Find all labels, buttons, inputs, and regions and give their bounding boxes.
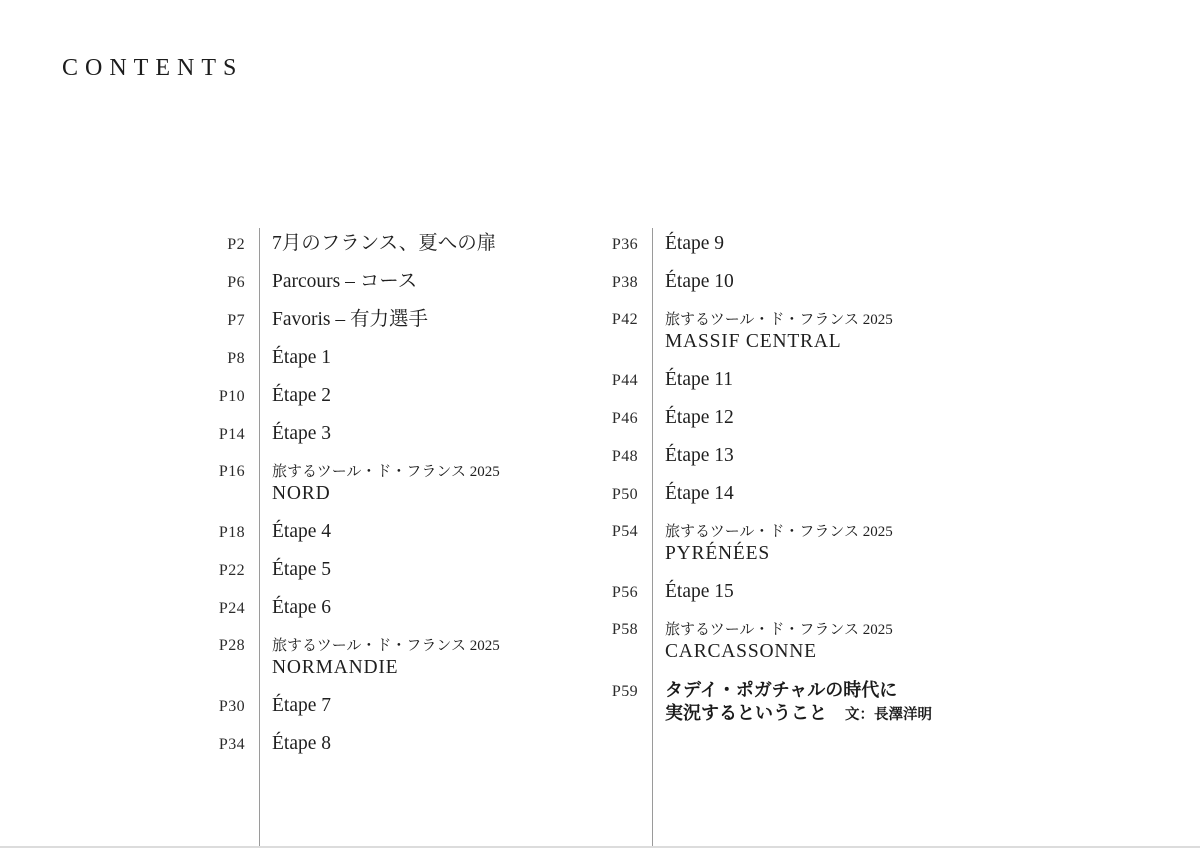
toc-entry	[586, 369, 990, 392]
toc-page-number: P38	[611, 274, 638, 291]
toc-page-number: P56	[611, 584, 638, 601]
column-divider-line	[259, 228, 260, 848]
toc-entry-title: Étape 13	[665, 445, 734, 466]
toc-section-title: MASSIF CENTRAL	[665, 331, 842, 352]
toc-section-kicker: 旅するツール・ド・フランス 2025	[272, 638, 500, 654]
toc-page-number: P10	[218, 388, 245, 405]
column-divider-line	[652, 228, 653, 848]
toc-entry-title: Étape 4	[272, 521, 332, 542]
toc-section-title: PYRÉNÉES	[665, 543, 770, 564]
toc-entry	[193, 347, 593, 370]
toc-entry-title: Étape 14	[665, 483, 734, 504]
toc-page-number: P28	[218, 637, 245, 654]
toc-entry	[193, 271, 593, 294]
toc-entry	[586, 483, 990, 506]
toc-page-number: P7	[227, 312, 245, 329]
toc-section-kicker: 旅するツール・ド・フランス 2025	[272, 464, 500, 480]
toc-entry-section	[586, 309, 990, 354]
toc-page-number: P59	[611, 683, 638, 700]
toc-section-kicker: 旅するツール・ド・フランス 2025	[665, 524, 893, 540]
toc-page-number: P42	[611, 311, 638, 328]
toc-page-number: P46	[611, 410, 638, 427]
toc-page-number: P14	[218, 426, 245, 443]
toc-entry-title: Étape 3	[272, 423, 332, 444]
toc-feature-title-line1: タデイ・ポガチャルの時代に	[665, 680, 898, 700]
toc-entry-title: Étape 9	[665, 233, 725, 254]
toc-entry	[586, 271, 990, 294]
toc-page-number: P6	[227, 274, 245, 291]
toc-entry-section	[586, 521, 990, 566]
toc-entry-section	[193, 635, 593, 680]
toc-entry-title: 7月のフランス、夏への扉	[272, 233, 497, 254]
toc-entry-section	[586, 619, 990, 664]
toc-page-number: P58	[611, 621, 638, 638]
toc-page-number: P48	[611, 448, 638, 465]
toc-entry	[586, 407, 990, 430]
toc-page-number: P50	[611, 486, 638, 503]
toc-page-number: P2	[227, 236, 245, 253]
toc-section-title: CARCASSONNE	[665, 641, 817, 662]
toc-entry	[193, 521, 593, 544]
toc-entry	[586, 445, 990, 468]
toc-page-number: P24	[218, 600, 245, 617]
toc-entry-title: Étape 15	[665, 581, 734, 602]
toc-entry	[586, 581, 990, 604]
toc-entry-title: Étape 5	[272, 559, 332, 580]
toc-entry-title: Étape 8	[272, 733, 332, 754]
toc-entry	[193, 597, 593, 620]
toc-entry	[586, 233, 990, 256]
toc-entry	[193, 733, 593, 756]
toc-entry	[193, 233, 593, 256]
toc-section-kicker: 旅するツール・ド・フランス 2025	[665, 312, 893, 328]
toc-page-number: P34	[218, 736, 245, 753]
toc-page-number: P30	[218, 698, 245, 715]
page-title: CONTENTS	[62, 55, 244, 81]
toc-entry	[193, 385, 593, 408]
toc-column-left	[193, 226, 593, 848]
toc-entry	[193, 309, 593, 332]
toc-page-number: P54	[611, 523, 638, 540]
toc-entry-feature	[586, 679, 990, 725]
toc-entry-title: Étape 2	[272, 385, 332, 406]
toc-entry-title: Étape 6	[272, 597, 332, 618]
toc-entry-title: Étape 7	[272, 695, 332, 716]
toc-entry-section	[193, 461, 593, 506]
toc-page-number: P36	[611, 236, 638, 253]
toc-entry-title: Étape 11	[665, 369, 734, 390]
toc-entry-title: Étape 1	[272, 347, 332, 368]
toc-entry-title: Étape 10	[665, 271, 734, 292]
toc-page-number: P16	[218, 463, 245, 480]
toc-entry	[193, 695, 593, 718]
toc-entry-title: Favoris – 有力選手	[272, 309, 429, 330]
toc-feature-title-line2: 実況するということ	[665, 703, 827, 723]
toc-column-right	[586, 226, 990, 848]
toc-page-number: P22	[218, 562, 245, 579]
toc-feature-byline: 文：長澤洋明	[845, 707, 932, 723]
toc-entry	[193, 423, 593, 446]
toc-page-number: P8	[227, 350, 245, 367]
toc-section-kicker: 旅するツール・ド・フランス 2025	[665, 622, 893, 638]
toc-entry-title: Étape 12	[665, 407, 734, 428]
toc-section-title: NORMANDIE	[272, 657, 399, 678]
toc-page-number: P18	[218, 524, 245, 541]
toc-entry-title: Parcours – コース	[272, 271, 418, 292]
toc-section-title: NORD	[272, 483, 331, 504]
toc-page-number: P44	[611, 372, 638, 389]
toc-entry	[193, 559, 593, 582]
